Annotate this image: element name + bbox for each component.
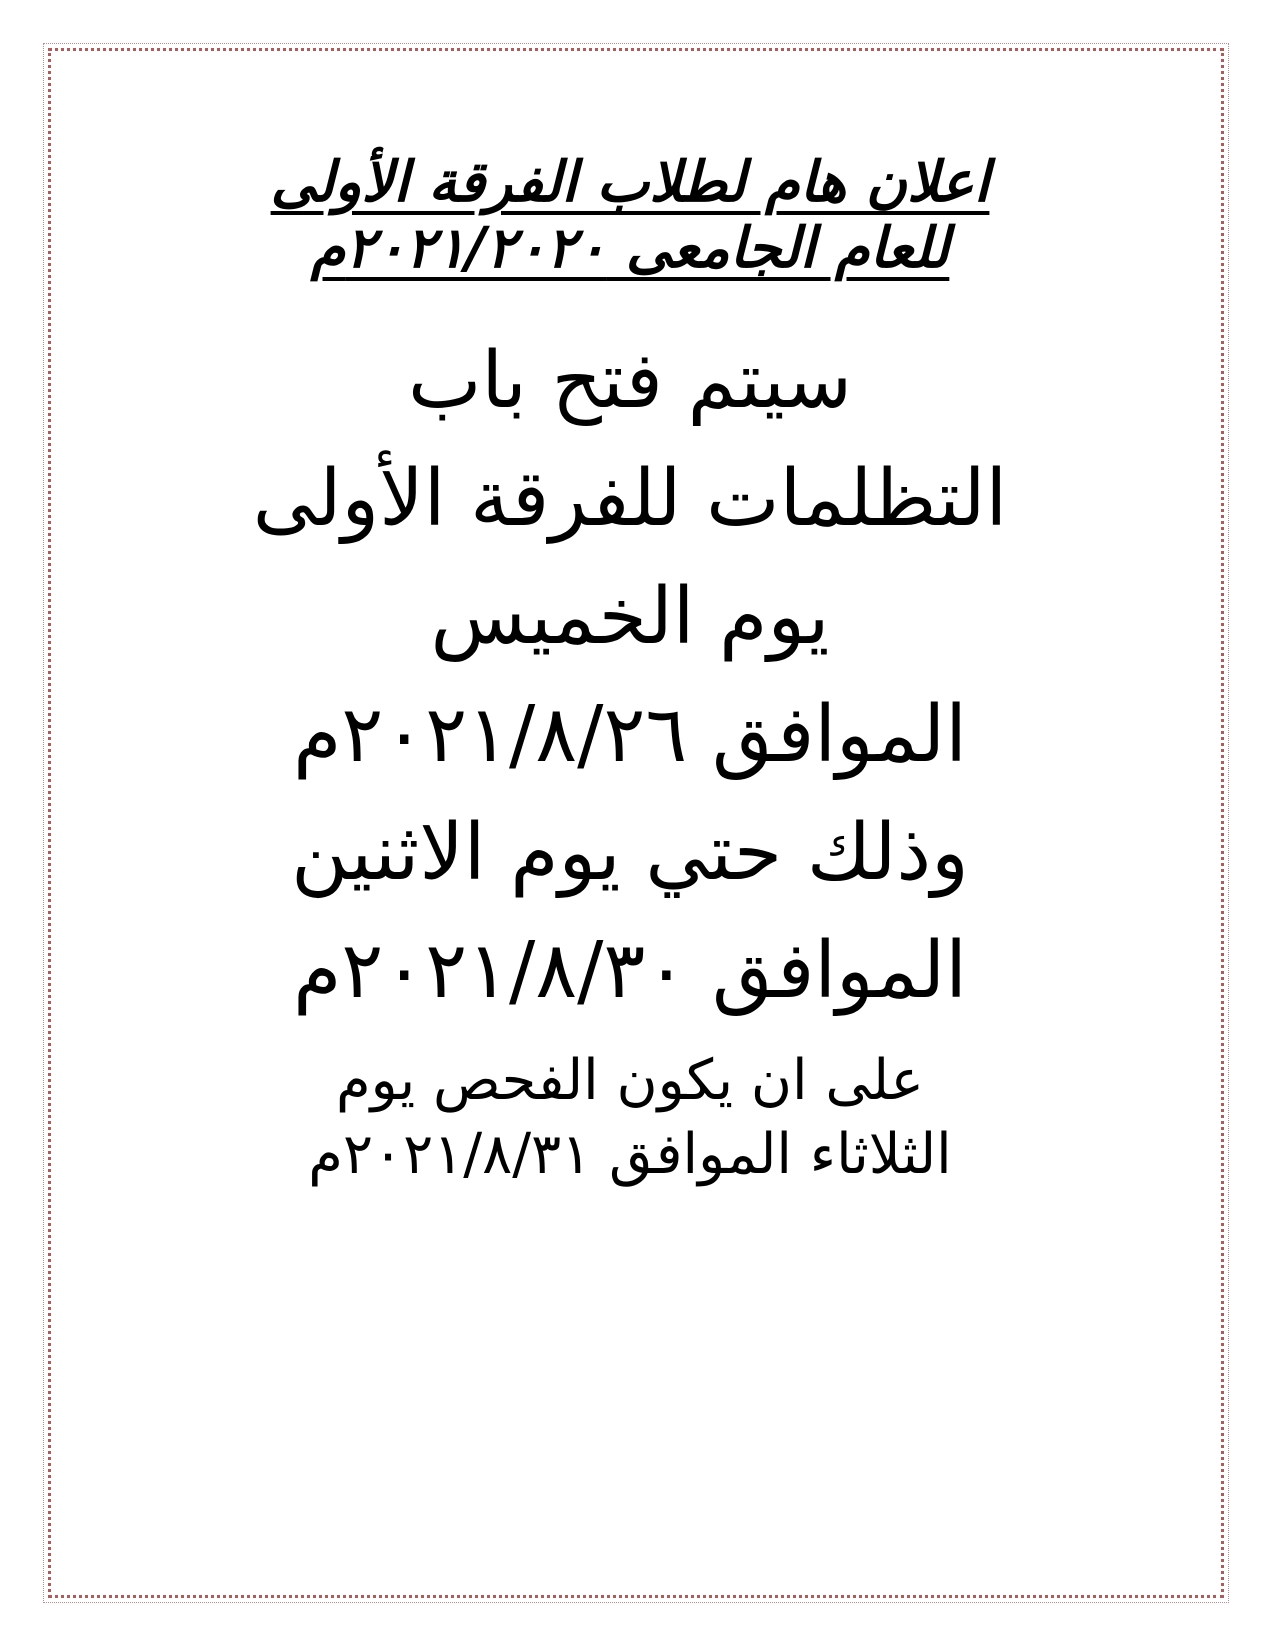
exam-note-line-1: على ان يكون الفحص يوم: [336, 1048, 924, 1113]
announcement-heading: [150, 150, 1110, 282]
exam-note-line-2: الثلاثاء الموافق ٢٠٢١/٨/٣١م: [308, 1122, 952, 1187]
announcement-content: [150, 150, 1110, 1192]
body-line-appeals: التظلمات للفرقة الأولى: [252, 454, 1008, 544]
body-line-start-day: يوم الخميس: [430, 572, 830, 662]
body-line-opening: سيتم فتح باب: [407, 336, 852, 426]
heading-line-1: اعلان هام لطلاب الفرقة الأولى: [270, 150, 990, 215]
body-line-end-date: الموافق ٢٠٢١/٨/٣٠م: [293, 926, 967, 1016]
body-line-end-day: وذلك حتي يوم الاثنين: [291, 808, 969, 898]
heading-line-2: للعام الجامعى ٢٠٢١/٢٠٢٠م: [310, 216, 950, 281]
announcement-exam-note: [150, 1044, 1110, 1192]
body-line-start-date: الموافق ٢٠٢١/٨/٢٦م: [293, 690, 967, 780]
announcement-body: [150, 322, 1110, 1030]
